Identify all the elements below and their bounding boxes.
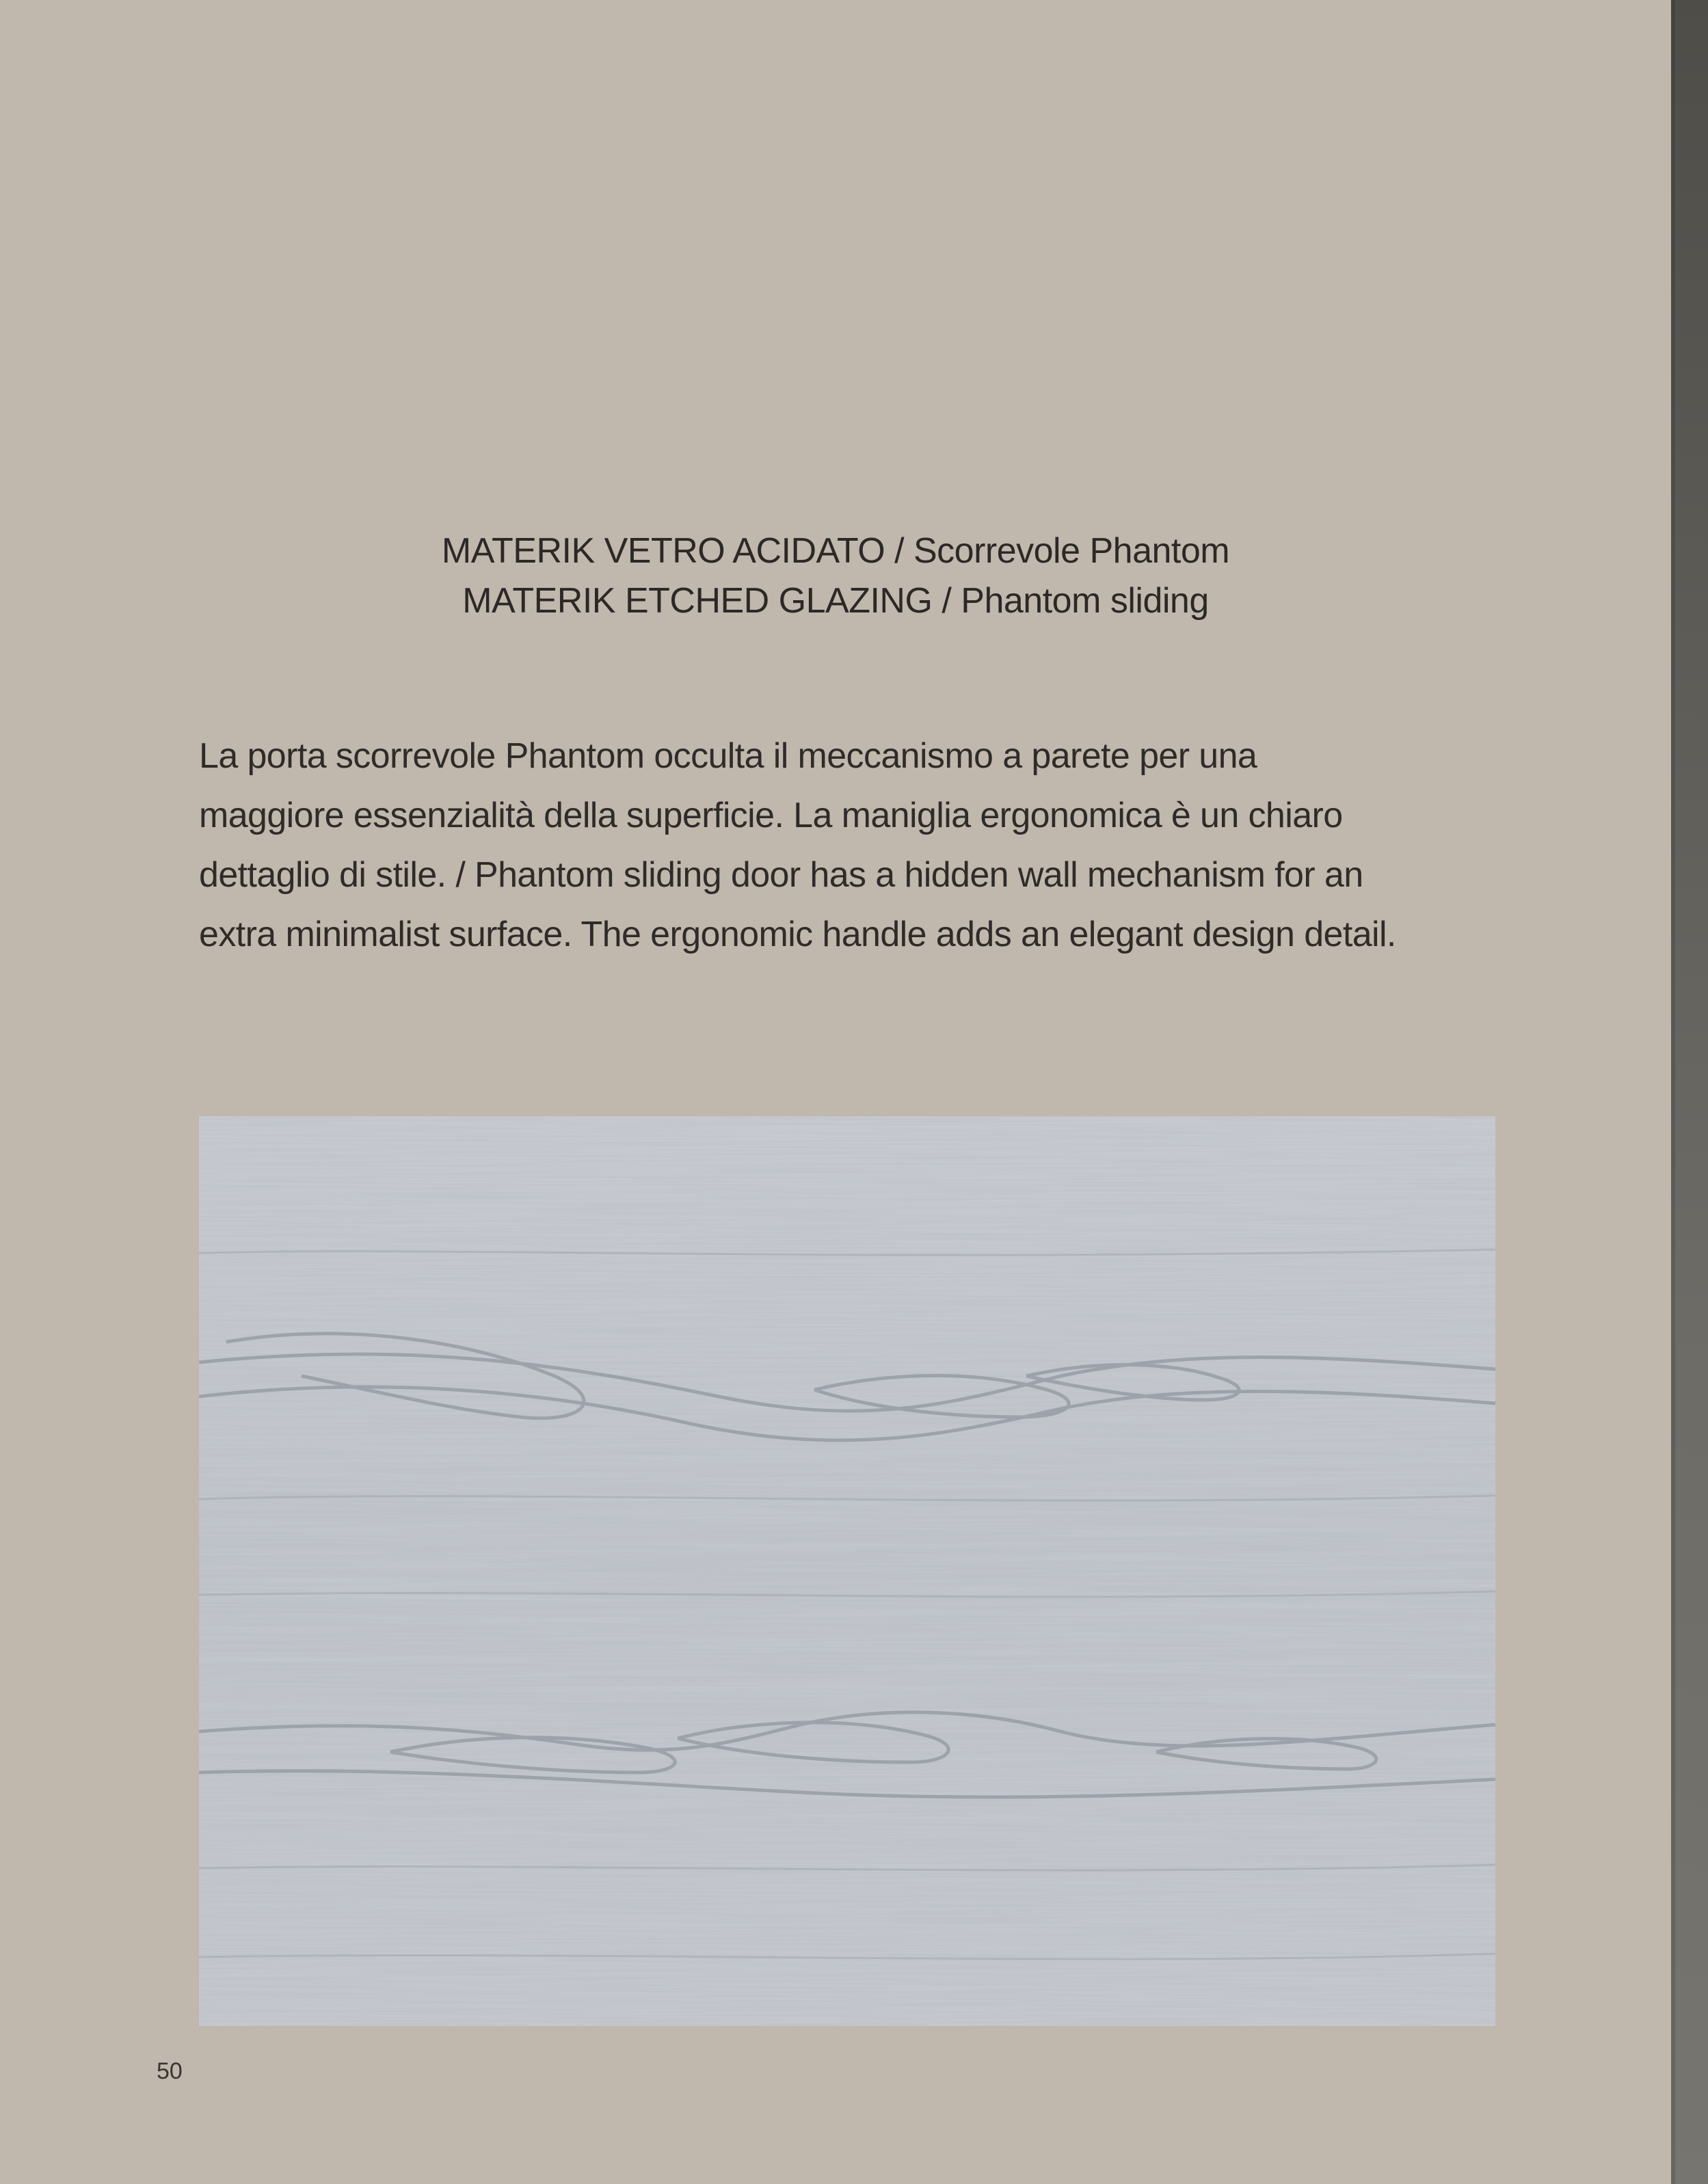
- heading-english: MATERIK ETCHED GLAZING / Phantom sliding: [462, 581, 1209, 621]
- description-line: dettaglio di stile. / Phantom sliding door has a hidden wall mechanism for an: [199, 855, 1363, 895]
- wood-grain-texture-image: [199, 1116, 1495, 2026]
- description-line: maggiore essenzialità della superficie. La maniglia ergonomica è un chiaro: [199, 796, 1343, 835]
- wood-grain-icon: [199, 1116, 1495, 2026]
- page-edge-strip: [1671, 0, 1708, 2184]
- description-line: extra minimalist surface. The ergonomic handle adds an elegant design detail.: [199, 915, 1396, 954]
- description-line: La porta scorrevole Phantom occulta il meccanismo a parete per una: [199, 736, 1257, 776]
- page-number: 50: [157, 2058, 183, 2084]
- description-paragraph: [199, 727, 1498, 965]
- heading-italian: MATERIK VETRO ACIDATO / Scorrevole Phantom: [441, 531, 1230, 571]
- page-heading: [0, 526, 1671, 626]
